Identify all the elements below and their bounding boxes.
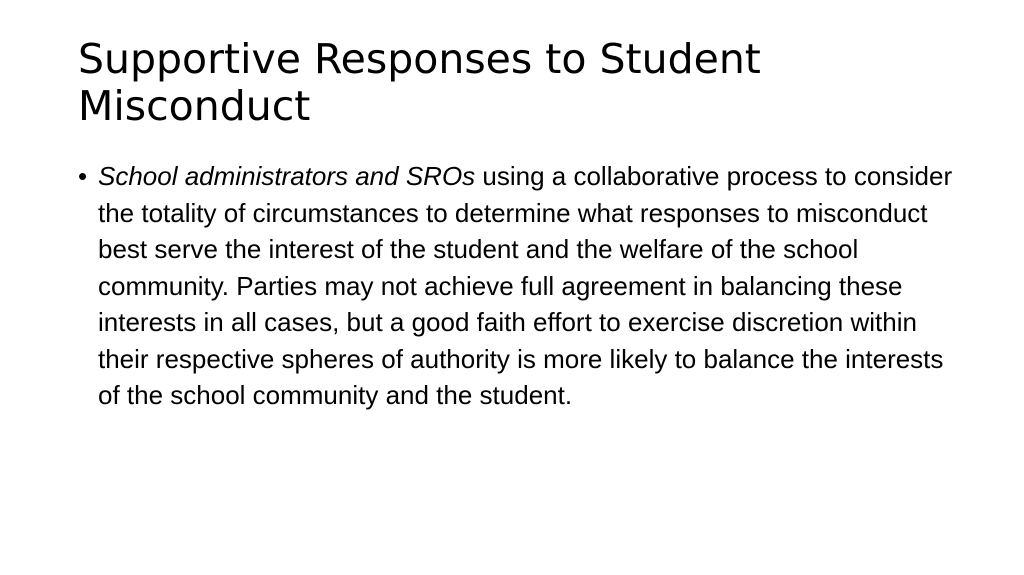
bullet-body-text: using a collaborative process to consider the totality of circumstances to determine what responses to misconduct best serve the interest of the student and the welfare of the school community. Parties may not achieve full agreement in balancing these interests in all cases, but a good faith effort to exercise discretion within their respective spheres of authority is more likely to balance the interests of the school community and the student. xyxy=(98,161,953,410)
bullet-emphasis-text: School administrators and SROs xyxy=(98,161,476,191)
slide-title: Supportive Responses to Student Misconduct xyxy=(78,35,761,130)
bullet-marker: • xyxy=(78,161,88,191)
bullet-list xyxy=(78,158,958,414)
bullet-item xyxy=(78,158,958,414)
